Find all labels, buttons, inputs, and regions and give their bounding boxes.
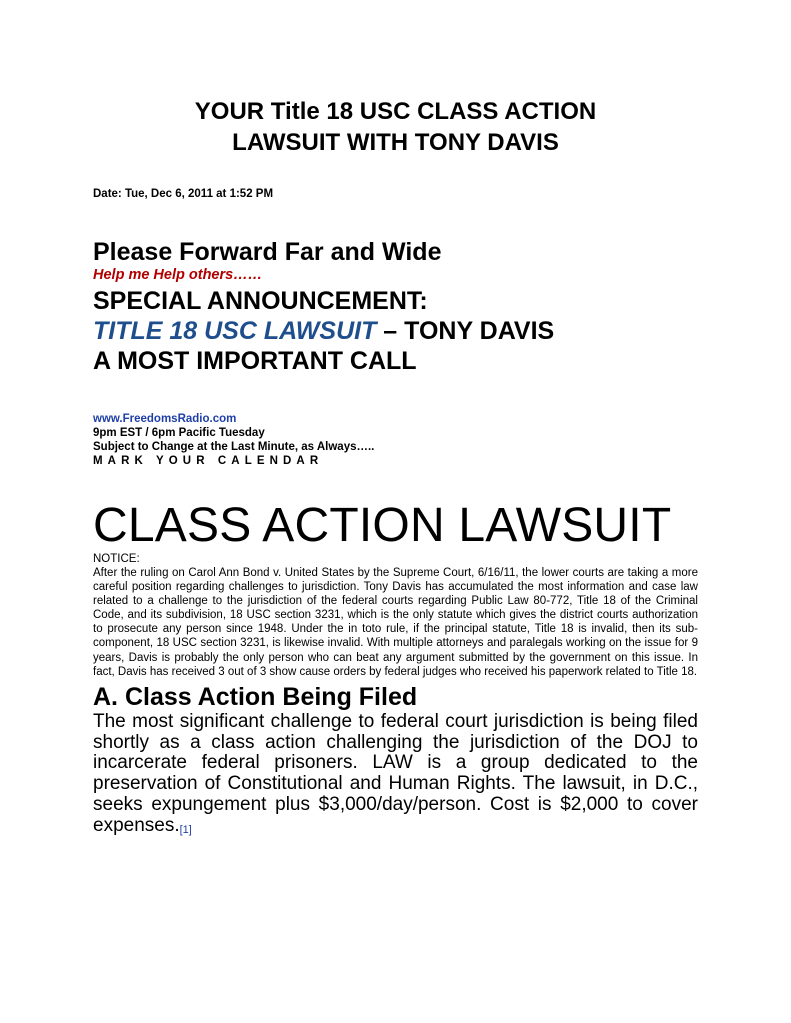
special-line-3: A MOST IMPORTANT CALL bbox=[93, 347, 417, 375]
notice-label: NOTICE: bbox=[93, 553, 140, 565]
lawsuit-title-rest: – TONY DAVIS bbox=[376, 317, 555, 345]
notice-text: After the ruling on Carol Ann Bond v. United States by the Supreme Court, 6/16/11, the lower courts are taking a more careful position regarding challenges to jurisdiction. Tony Davis has accumulated the most information and case law related to a challenge to the jurisdiction of the federal courts regarding Public Law 80-772, Title 18 of the Criminal Code, and its subdivision, 18 USC section 3231, which is the only statute which gives the district courts authorization to prosecute any person since 1948. Under the in toto rule, if the principal statute, Title 18 is invalid, then its sub-component, 18 USC section 3231, is likewise invalid. With multiple attorneys and paralegals working on the issue for 9 years, Davis is probably the only person who can beat any argument submitted by the government on this issue. In fact, Davis has received 3 out of 3 show cause orders by federal judges who received his paperwork related to Title 18. bbox=[93, 567, 698, 678]
radio-subject: Subject to Change at the Last Minute, as Always….. bbox=[93, 441, 375, 453]
lawsuit-title-highlight: TITLE 18 USC LAWSUIT bbox=[93, 317, 377, 345]
section-a-heading: A. Class Action Being Filed bbox=[93, 682, 418, 711]
special-line-2 bbox=[93, 316, 698, 346]
title-line-2: LAWSUIT WITH TONY DAVIS bbox=[232, 129, 559, 156]
title-line-1: YOUR Title 18 USC CLASS ACTION bbox=[194, 98, 597, 125]
radio-info bbox=[93, 412, 698, 468]
section-a-body bbox=[93, 712, 698, 841]
forward-heading: Please Forward Far and Wide bbox=[93, 238, 442, 266]
footnote-link[interactable]: [1] bbox=[179, 823, 192, 836]
special-line-1: SPECIAL ANNOUNCEMENT: bbox=[93, 287, 428, 315]
class-action-heading: CLASS ACTION LAWSUIT bbox=[93, 499, 672, 552]
calendar-reminder: MARK YOUR CALENDAR bbox=[93, 455, 324, 467]
section-a-text: The most significant challenge to federal court jurisdiction is being filed shortly as a class action challenging the jurisdiction of the DOJ to incarcerate federal prisoners. LAW is a group dedicated to the preservation of Constitutional and Human Rights. The lawsuit, in D.C., seeks expungement plus $3,000/day/person. Cost is $2,000 to cover expenses. bbox=[93, 710, 698, 836]
radio-time: 9pm EST / 6pm Pacific Tuesday bbox=[93, 427, 265, 439]
document-content bbox=[93, 96, 698, 841]
special-announcement bbox=[93, 286, 698, 376]
document-title bbox=[93, 96, 698, 158]
email-date: Date: Tue, Dec 6, 2011 at 1:52 PM bbox=[93, 188, 274, 200]
help-text: Help me Help others…… bbox=[93, 267, 263, 283]
radio-link[interactable]: www.FreedomsRadio.com bbox=[93, 413, 237, 425]
